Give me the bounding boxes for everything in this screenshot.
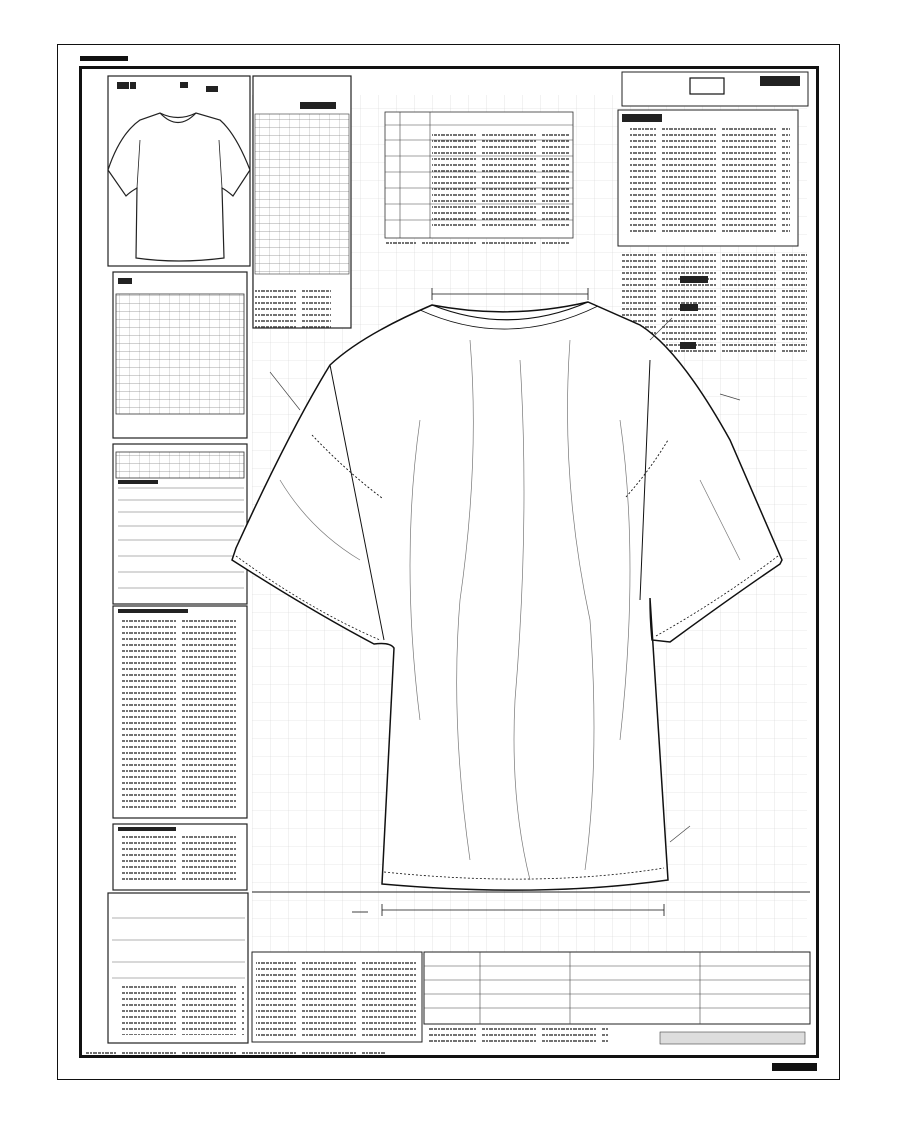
measurement-table-a [116,294,244,414]
notes-block-a [118,618,242,808]
measurement-table-b [116,452,244,478]
notes-block-b [118,836,238,882]
notes-block-c [116,985,244,1035]
